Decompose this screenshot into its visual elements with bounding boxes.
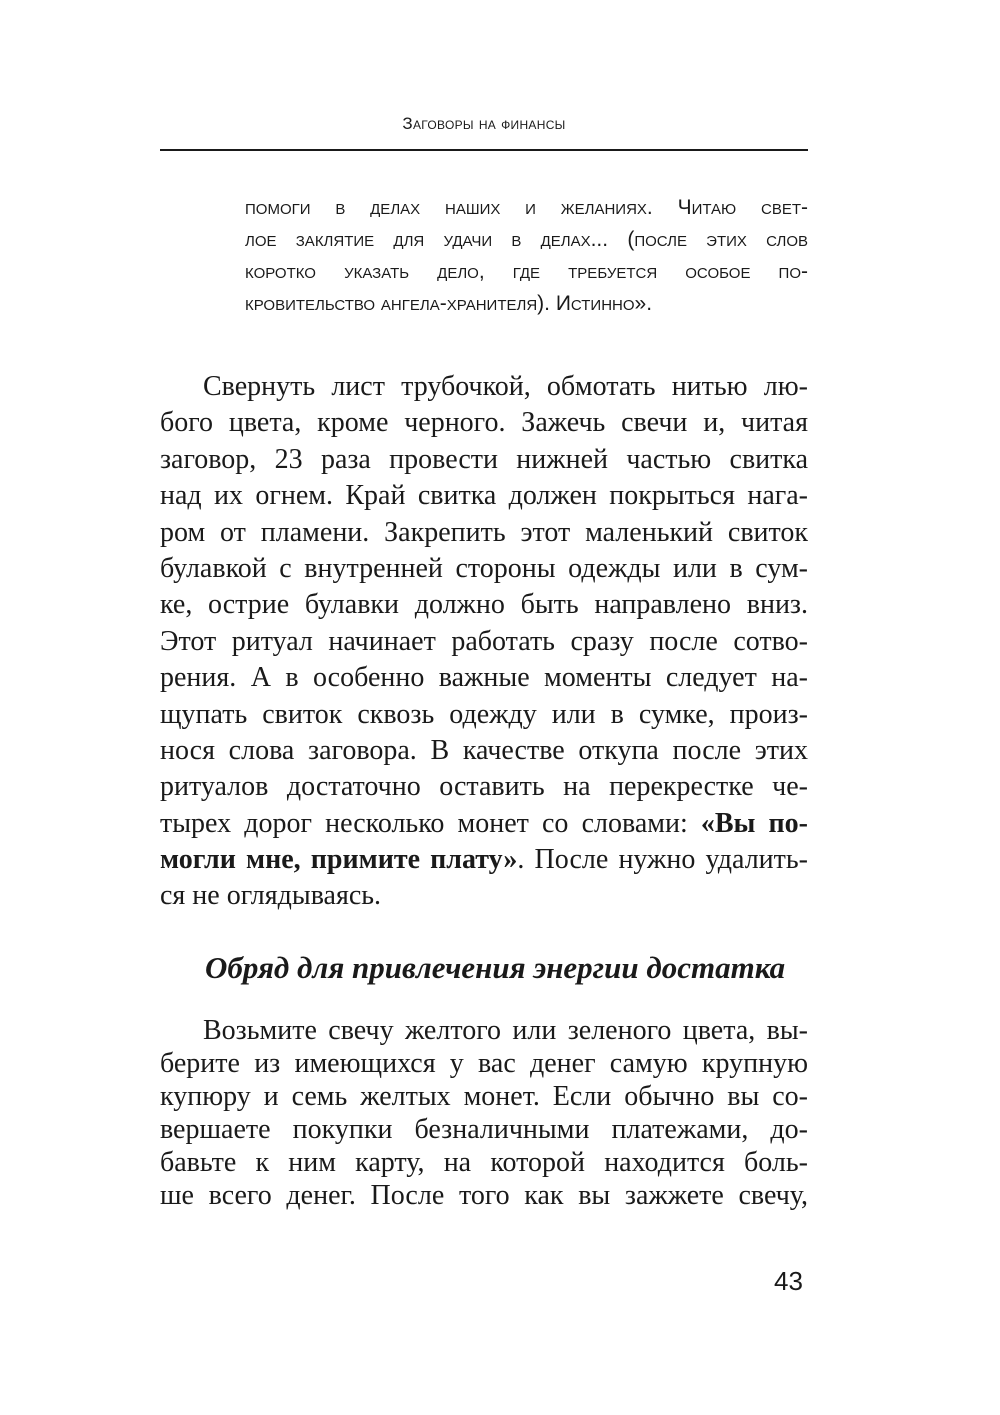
paragraph-line: ром от пламени. Закрепить этот маленький свиток (160, 517, 808, 548)
paragraph-line: Возьмите свечу желтого или зеленого цвета, вы- (203, 1015, 808, 1046)
line-text: . После нужно удалить- (517, 844, 808, 875)
paragraph-line: щупать свиток сквозь одежду или в сумке, произ- (160, 699, 808, 730)
paragraph-line (160, 808, 808, 840)
section-heading: Обряд для привлечения энергии достатка (205, 950, 786, 985)
quote-line: лое заклятие для удачи в делах... (после этих слов (245, 228, 808, 251)
paragraph-line (160, 844, 808, 876)
paragraph-line: купюру и семь желтых монет. Если обычно вы со- (160, 1081, 808, 1112)
paragraph-line: ше всего денег. После того как вы зажжете свечу, (160, 1180, 808, 1211)
paragraph-line: берите из имеющихся у вас денег самую крупную (160, 1048, 808, 1079)
paragraph-line: булавкой с внутренней стороны одежды или в сум- (160, 553, 808, 584)
paragraph-line: ся не оглядываясь. (160, 880, 382, 911)
page-number: 43 (774, 1266, 803, 1296)
running-header: Заговоры на финансы (402, 114, 566, 133)
header-divider (160, 149, 808, 151)
paragraph-line: ке, острие булавки должно быть направлено вниз. (160, 589, 808, 620)
paragraph-line: над их огнем. Край свитка должен покрыться нага- (160, 480, 808, 511)
paragraph-line: бого цвета, кроме черного. Зажечь свечи и, читая (160, 407, 808, 438)
paragraph-line: бавьте к ним карту, на которой находится боль- (160, 1147, 808, 1178)
bold-quote: могли мне, примите плату» (160, 844, 518, 875)
paragraph-line: вершаете покупки безналичными платежами, до- (160, 1114, 808, 1145)
paragraph-line: Этот ритуал начинает работать сразу после сотво- (160, 626, 808, 657)
paragraph-line: Свернуть лист трубочкой, обмотать нитью лю- (203, 371, 808, 402)
quote-line: кровительство ангела-хранителя). Истинно». (245, 292, 653, 315)
paragraph-line: рения. А в особенно важные моменты следует на- (160, 662, 808, 693)
paragraph-line: ритуалов достаточно оставить на перекрестке че- (160, 771, 808, 802)
paragraph-line: нося слова заговора. В качестве откупа после этих (160, 735, 808, 766)
paragraph-line: заговор, 23 раза провести нижней частью свитка (160, 444, 808, 475)
line-text: тырех дорог несколько монет со словами: (160, 808, 688, 839)
bold-quote: «Вы по- (700, 808, 809, 839)
quote-line: помоги в делах наших и желаниях. Читаю свет- (245, 196, 808, 219)
quote-line: коротко указать дело, где требуется особое по- (245, 260, 808, 283)
